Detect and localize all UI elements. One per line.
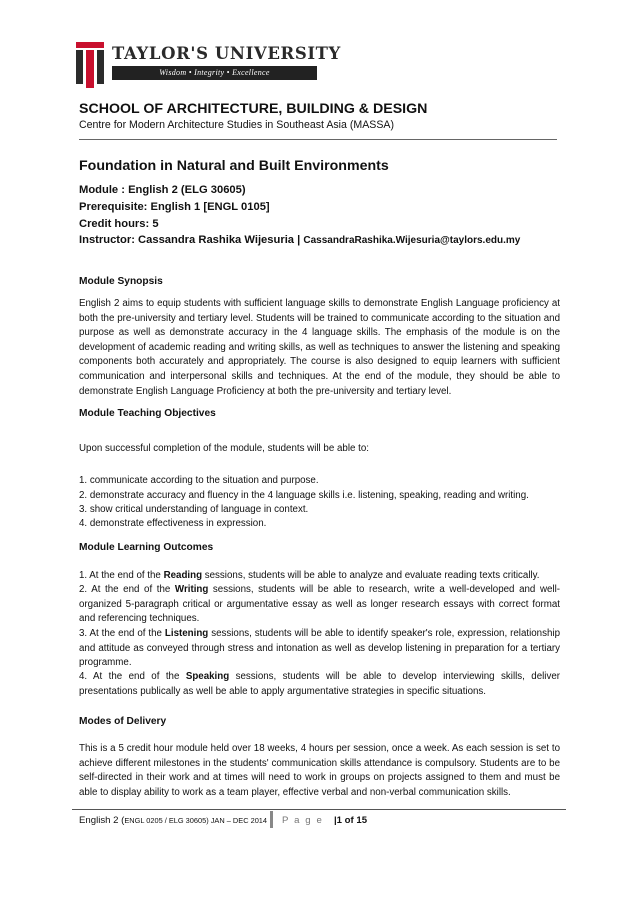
outcome-item: 2. At the end of the Writing sessions, students will be able to research, write a well-developed and well-organized 5-paragraph critical or argumentative essay as well as longer research essays with correct format and referencing techniques. — [79, 584, 560, 625]
objectives-intro: Upon successful completion of the module, students will be able to: — [79, 443, 369, 454]
delivery-heading: Modes of Delivery — [79, 716, 167, 727]
outcome-item: 1. At the end of the Reading sessions, students will be able to analyze and evaluate reading texts critically. — [79, 570, 540, 581]
outcomes-heading: Module Learning Outcomes — [79, 542, 214, 553]
delivery-text: This is a 5 credit hour module held over 18 weeks, 4 hours per session, once a week. As each session is set to achieve different milestones in the students' communication skills attendance is compulsory. Students are to be self-directed in their work and at times will need to work in groups on projects assigned to them and must be able to display ability to work as a team player, effective verbal and non-verbal communication skills. — [79, 743, 560, 798]
objectives-heading: Module Teaching Objectives — [79, 408, 216, 419]
footer-page-label: P a g e — [282, 815, 324, 826]
university-logo — [76, 42, 341, 90]
university-tagline: Wisdom • Integrity • Excellence — [112, 66, 317, 80]
synopsis-text: English 2 aims to equip students with sufficient language skills to demonstrate English Language proficiency at both the pre-university and tertiary level. Students will be trained to communicate according to the situation and purpose as well as demonstrate accuracy in the 4 language skills. The emphasis of the module is on the development of academic reading and writing skills, as well as techniques to answer the listening and speaking components both accurately and appropriately. The course is also designed to equip learners with sufficient communication and interpersonal skills and techniques. At the end of the module, they should be able to demonstrate English Language Proficiency at both the pre-university and tertiary level. — [79, 298, 560, 397]
header-divider — [79, 139, 557, 140]
shield-logo-icon — [76, 42, 104, 88]
outcome-item: 3. At the end of the Listening sessions, students will be able to identify speaker's role, expression, relationship and attitude as conveyed through stress and intonation as well as develop listening in preparation for a tertiary programme. — [79, 628, 560, 669]
school-name: SCHOOL OF ARCHITECTURE, BUILDING & DESIGN — [79, 101, 428, 117]
footer-page-number: |1 of 15 — [334, 815, 368, 826]
module-line: Module : English 2 (ELG 30605) — [79, 184, 246, 196]
credit-hours-line: Credit hours: 5 — [79, 218, 159, 230]
footer-divider — [72, 809, 566, 810]
instructor-email: CassandraRashika.Wijesuria@taylors.edu.my — [303, 235, 521, 246]
footer-course: English 2 (ENGL 0205 / ELG 30605) JAN – DEC 2014 — [79, 815, 268, 826]
prerequisite-line: Prerequisite: English 1 [ENGL 0105] — [79, 201, 270, 213]
instructor-name: Instructor: Cassandra Rashika Wijesuria | — [79, 234, 304, 246]
objective-item: 2. demonstrate accuracy and fluency in the 4 language skills i.e. listening, speaking, reading and writing. — [79, 490, 529, 501]
course-title: Foundation in Natural and Built Environments — [79, 158, 389, 174]
footer-separator — [270, 811, 273, 828]
university-name: TAYLOR'S UNIVERSITY — [112, 44, 341, 63]
instructor-line — [79, 234, 520, 246]
objective-item: 3. show critical understanding of language in context. — [79, 504, 309, 515]
objective-item: 4. demonstrate effectiveness in expression. — [79, 518, 267, 529]
outcome-item: 4. At the end of the Speaking sessions, students will be able to develop interviewing skills, deliver presentations publically as well be able to apply argumentative strategies in specific situations. — [79, 671, 560, 697]
objective-item: 1. communicate according to the situation and purpose. — [79, 475, 319, 486]
centre-name: Centre for Modern Architecture Studies in Southeast Asia (MASSA) — [79, 119, 395, 131]
synopsis-heading: Module Synopsis — [79, 276, 163, 287]
